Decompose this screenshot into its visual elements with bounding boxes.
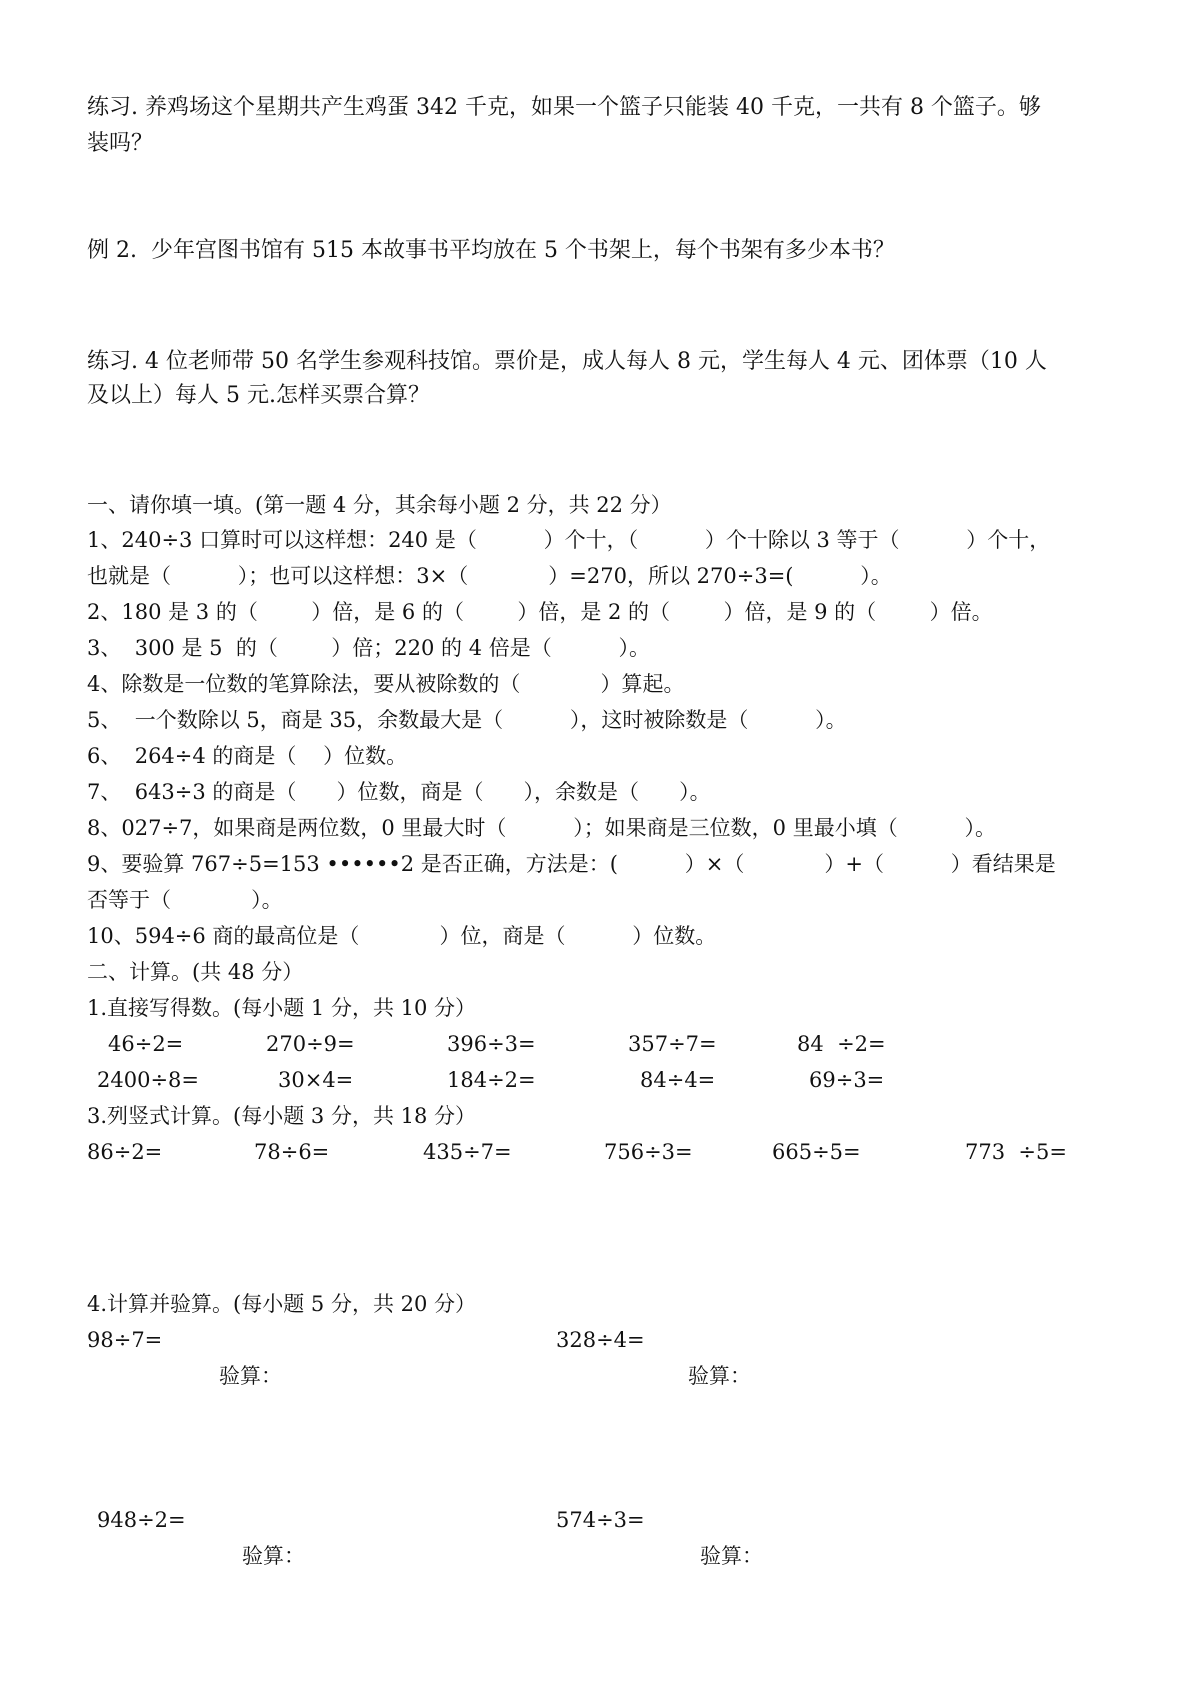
- question-10: 10、594÷6 商的最高位是（ ）位，商是（ ）位数。: [87, 924, 717, 948]
- verify-label: 验算：: [219, 1364, 282, 1388]
- vertical-calc-item: 435÷7=: [423, 1140, 512, 1164]
- subsection-3-title: 3.列竖式计算。(每小题 3 分，共 18 分）: [87, 1104, 477, 1128]
- practice-2-line-2: 及以上）每人 5 元.怎样买票合算？: [87, 383, 430, 408]
- section-2-title: 二、计算。(共 48 分）: [87, 960, 304, 984]
- question-3: 3、 300 是 5 的（ ）倍；220 的 4 倍是（ ）。: [87, 636, 650, 660]
- question-4: 4、除数是一位数的笔算除法，要从被除数的（ ）算起。: [87, 672, 685, 696]
- subsection-1-title: 1.直接写得数。(每小题 1 分，共 10 分）: [87, 996, 477, 1020]
- question-8: 8、027÷7，如果商是两位数，0 里最大时（ ）；如果商是三位数，0 里最小填（ ）。: [87, 816, 996, 840]
- calc-item: 69÷3=: [809, 1068, 885, 1092]
- verify-label: 验算：: [700, 1544, 763, 1568]
- question-2: 2、180 是 3 的（ ）倍，是 6 的（ ）倍，是 2 的（ ）倍，是 9 的（ ）倍。: [87, 600, 993, 624]
- vertical-calc-item: 86÷2=: [87, 1140, 163, 1164]
- practice-1-line-2: 装吗？: [87, 131, 154, 156]
- question-7: 7、 643÷3 的商是（ ）位数，商是（ ），余数是（ ）。: [87, 780, 711, 804]
- question-1-line-2: 也就是（ ）；也可以这样想：3×（ ）=270，所以 270÷3=( ）。: [87, 564, 892, 588]
- section-1-title: 一、请你填一填。(第一题 4 分，其余每小题 2 分，共 22 分）: [87, 493, 672, 517]
- practice-2-line-1: 练习. 4 位老师带 50 名学生参观科技馆。票价是，成人每人 8 元，学生每人 4 元、团体票（10 人: [87, 349, 1047, 374]
- calc-item: 357÷7=: [628, 1032, 717, 1056]
- question-1-line-1: 1、240÷3 口算时可以这样想：240 是（ ）个十，（ ）个十除以 3 等于（ ）个十，: [87, 528, 1051, 552]
- practice-1-line-1: 练习. 养鸡场这个星期共产生鸡蛋 342 千克，如果一个篮子只能装 40 千克，一共有 8 个篮子。够: [87, 95, 1041, 120]
- calc-item: 46÷2=: [108, 1032, 184, 1056]
- vertical-calc-item: 756÷3=: [604, 1140, 693, 1164]
- subsection-4-title: 4.计算并验算。(每小题 5 分，共 20 分）: [87, 1292, 477, 1316]
- calc-item: 2400÷8=: [97, 1068, 199, 1092]
- check-calc-item: 328÷4=: [556, 1328, 645, 1352]
- vertical-calc-item: 665÷5=: [772, 1140, 861, 1164]
- calc-item: 84÷4=: [640, 1068, 716, 1092]
- question-9-line-2: 否等于（ ）。: [87, 888, 283, 912]
- question-6: 6、 264÷4 的商是（ ）位数。: [87, 744, 408, 768]
- vertical-calc-item: 773 ÷5=: [965, 1140, 1067, 1164]
- example-2-line-1: 例 2. 少年宫图书馆有 515 本故事书平均放在 5 个书架上，每个书架有多少本书？: [87, 238, 895, 263]
- calc-item: 84 ÷2=: [797, 1032, 886, 1056]
- check-calc-item: 948÷2=: [97, 1508, 186, 1532]
- question-5: 5、 一个数除以 5，商是 35，余数最大是（ ），这时被除数是（ ）。: [87, 708, 847, 732]
- verify-label: 验算：: [242, 1544, 305, 1568]
- calc-item: 30×4=: [278, 1068, 354, 1092]
- check-calc-item: 574÷3=: [556, 1508, 645, 1532]
- vertical-calc-item: 78÷6=: [254, 1140, 330, 1164]
- calc-item: 184÷2=: [447, 1068, 536, 1092]
- verify-label: 验算：: [688, 1364, 751, 1388]
- check-calc-item: 98÷7=: [87, 1328, 163, 1352]
- question-9-line-1: 9、要验算 767÷5=153 ••••••2 是否正确，方法是：( ）×（ ）+（ ）看结果是: [87, 852, 1056, 876]
- calc-item: 270÷9=: [266, 1032, 355, 1056]
- calc-item: 396÷3=: [447, 1032, 536, 1056]
